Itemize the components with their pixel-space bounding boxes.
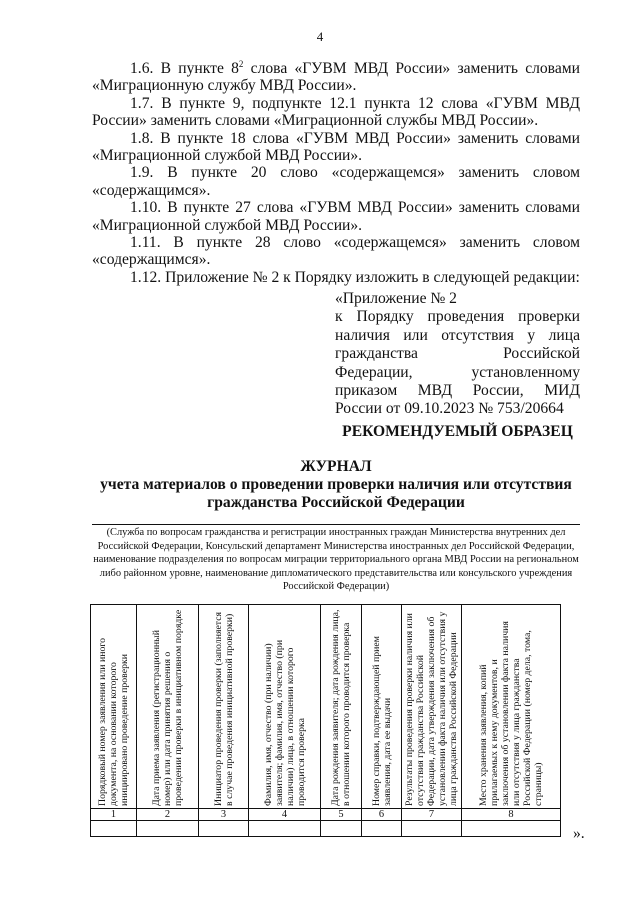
page-number: 4 [316, 29, 324, 44]
amendment-item: 1.8. В пункте 18 слова «ГУВМ МВД России» заменить словами «Миграционной службой МВД России». [92, 129, 580, 165]
column-header: Инициатор проведения проверки (заполняется в случае проведения инициативной проверки) [199, 605, 249, 809]
column-number: 5 [321, 809, 362, 821]
column-header: Дата приема заявления (регистрационный номер) или дата принятия решения о проведении проверки в инициативном порядке [137, 605, 199, 809]
column-header: Порядковый номер заявления или иного документа, на основании которого инициировано проведение проверки [91, 605, 137, 809]
column-header: Результаты проведения проверки наличия или отсутствия гражданства Российской Федерации, дата утверждения заключения об установлении факта наличия или отсутствия у лица гражданства Российской Федерации [402, 605, 462, 809]
table-header-row [91, 605, 561, 809]
column-header: Номер справки, подтверждающей прием заявления, дата ее выдачи [362, 605, 402, 809]
closing-quote: ». [573, 825, 585, 842]
service-caption: (Служба по вопросам гражданства и регистрации иностранных граждан Министерства внутренних дел Российской Федерации, Консульский департамент Министерства иностранных дел Российской Федерации, наименование подразделения по вопросам миграции территориального органа МВД России на региональном либо районном уровне, наименование дипломатического представительства или консульского учреждения Российской Федерации) [93, 527, 579, 593]
column-number: 7 [402, 809, 462, 821]
amendment-item: 1.10. В пункте 27 слова «ГУВМ МВД России» заменить словами «Миграционной службой МВД России». [92, 199, 580, 234]
table-cell [321, 821, 362, 837]
appendix-text: к Порядку проведения проверки наличия или отсутствия у лица гражданства Российской Федерации, установленному приказом МВД России, МИД России от 09.10.2023 № 753/20664 [335, 308, 580, 418]
journal-heading [92, 458, 580, 512]
column-header: Дата рождения заявителя; дата рождения лица, в отношении которого проводится проверка [321, 605, 362, 809]
recommended-sample-label: РЕКОМЕНДУЕМЫЙ ОБРАЗЕЦ [342, 423, 573, 440]
table-cell [362, 821, 402, 837]
table-cell [462, 821, 561, 837]
column-number: 4 [249, 809, 321, 821]
table-cell [199, 821, 249, 837]
journal-table [90, 604, 561, 837]
column-number: 8 [462, 809, 561, 821]
column-number: 1 [91, 809, 137, 821]
journal-title: ЖУРНАЛ [300, 458, 372, 475]
column-number: 3 [199, 809, 249, 821]
table-cell [249, 821, 321, 837]
journal-subtitle: учета материалов о проведении проверки наличия или отсутствия гражданства Российской Федерации [100, 476, 572, 511]
column-header: Фамилия, имя, отчество (при наличии) заявителя; фамилия, имя, отчество (при наличии) лица, в отношении которого проводится проверка [249, 605, 321, 809]
table-row [91, 821, 561, 837]
appendix-header [335, 290, 580, 419]
column-number-row [91, 809, 561, 821]
amendment-item: 1.9. В пункте 20 слово «содержащемся» заменить словом «содержащимся». [92, 164, 580, 199]
column-header: Место хранения заявления, копий прилагаемых к нему документов, и заключения об установлении факта наличия или отсутствия у лица гражданства Российской Федерации (номер дела, тома, страницы) [462, 605, 561, 809]
table-cell [137, 821, 199, 837]
amendment-item: 1.6. В пункте $8^2$ слова «ГУВМ МВД России» заменить словами «Миграционную службу МВД России». [92, 59, 580, 95]
amendment-item: 1.7. В пункте 9, подпункте 12.1 пункта 12 слова «ГУВМ МВД России» заменить словами «Миграционной службы МВД России». [92, 94, 580, 130]
column-number: 2 [137, 809, 199, 821]
table-cell [402, 821, 462, 837]
appendix-title: «Приложение № 2 [335, 290, 457, 307]
amendment-item: 1.11. В пункте 28 слово «содержащемся» заменить словом «содержащимся». [92, 234, 580, 269]
service-fill-line [92, 524, 580, 525]
amendment-item: 1.12. Приложение № 2 к Порядку изложить в следующей редакции: [130, 268, 580, 286]
amendment-list [92, 60, 580, 286]
table-cell [91, 821, 137, 837]
column-number: 6 [362, 809, 402, 821]
